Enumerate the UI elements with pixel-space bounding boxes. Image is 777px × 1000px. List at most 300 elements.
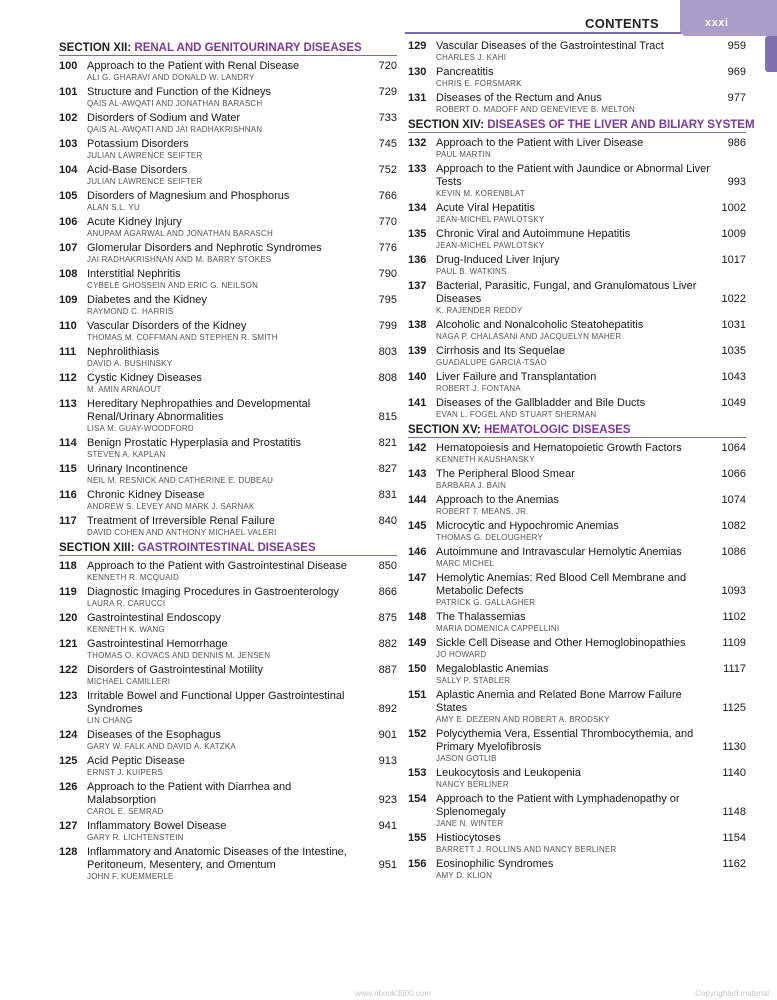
toc-entry[interactable] [59,437,397,460]
chapter-authors: GARY W. FALK AND DAVID A. KATZKA [87,742,236,751]
chapter-authors: AMY E. DEZERN AND ROBERT A. BRODSKY [436,715,610,724]
chapter-authors: MARIA DOMENICA CAPPELLINI [436,624,560,633]
toc-entry[interactable] [59,138,397,161]
toc-entry[interactable] [59,781,397,817]
chapter-title: Aplastic Anemia and Related Bone Marrow Failure States [436,689,682,714]
chapter-body [87,216,363,239]
chapter-page: 977 [727,92,746,104]
chapter-title: Leukocytosis and Leukopenia [436,767,581,779]
chapter-page: 1140 [722,767,746,779]
chapter-body [87,86,363,109]
chapter-authors: JULIAN LAWRENCE SEIFTER [87,177,203,186]
chapter-authors: JULIAN LAWRENCE SEIFTER [87,151,203,160]
chapter-body [436,202,712,225]
chapter-title: Sickle Cell Disease and Other Hemoglobinopathies [436,637,686,649]
chapter-number: 152 [408,728,427,740]
chapter-number: 124 [59,729,78,741]
toc-entry[interactable] [408,137,746,160]
chapter-authors: JEAN-MICHEL PAWLOTSKY [436,241,545,250]
toc-entry[interactable] [59,638,397,661]
chapter-number: 104 [59,164,78,176]
chapter-title: Histiocytoses [436,832,501,844]
toc-entry[interactable] [59,463,397,486]
chapter-number: 135 [408,228,427,240]
toc-entry[interactable] [59,320,397,343]
chapter-page: 1002 [721,202,746,214]
chapter-title: Cystic Kidney Diseases [87,372,202,384]
section-number: SECTION XII: [59,42,135,54]
chapter-body [87,138,363,161]
chapter-title: Disorders of Gastrointestinal Motility [87,664,264,676]
toc-entry[interactable] [59,190,397,213]
chapter-body [87,820,363,843]
chapter-page: 887 [378,664,397,676]
chapter-page: 1035 [721,345,746,357]
chapter-body [87,690,363,726]
chapter-number: 129 [408,40,427,52]
chapter-authors: ROBERT D. MADOFF AND GENEVIEVE B. MELTON [436,105,635,114]
chapter-number: 132 [408,137,427,149]
chapter-page: 1109 [722,637,746,649]
toc-entry[interactable] [59,515,397,538]
chapter-number: 125 [59,755,78,767]
chapter-body [87,242,363,265]
chapter-page: 1154 [722,832,746,844]
chapter-body [87,112,363,135]
chapter-authors: JASON GOTLIB [436,754,497,763]
chapter-body [436,92,712,115]
chapter-authors: JEAN-MICHEL PAWLOTSKY [436,215,545,224]
chapter-page: 729 [378,86,397,98]
chapter-authors: KENNETH KAUSHANSKY [436,455,535,464]
chapter-body [436,371,712,394]
toc-entry[interactable] [59,268,397,291]
chapter-title: Autoimmune and Intravascular Hemolytic Anemias [436,546,682,558]
chapter-body [436,319,712,342]
toc-entry[interactable] [59,755,397,778]
chapter-title: Bacterial, Parasitic, Fungal, and Granulomatous Liver Diseases [436,280,697,305]
chapter-authors: PAUL MARTIN [436,150,491,159]
chapter-page: 969 [727,66,746,78]
chapter-page: 986 [727,137,746,149]
chapter-body [87,268,363,291]
chapter-authors: LISA M. GUAY-WOODFORD [87,424,194,433]
toc-entry[interactable] [59,586,397,609]
toc-entry[interactable] [408,858,746,881]
toc-entry[interactable] [59,294,397,317]
chapter-page: 1049 [721,397,746,409]
chapter-authors: CYBELE GHOSSEIN AND ERIC G. NEILSON [87,281,259,290]
toc-entry[interactable] [408,228,746,251]
chapter-title: Nephrolithiasis [87,346,160,358]
chapter-page: 941 [378,820,397,832]
chapter-authors: MARC MICHEL [436,559,495,568]
chapter-number: 115 [59,463,77,475]
chapter-page: 882 [378,638,397,650]
chapter-body [436,832,712,855]
chapter-number: 108 [59,268,78,280]
toc-entry[interactable] [408,371,746,394]
toc-entry[interactable] [408,397,746,420]
toc-entry[interactable] [59,242,397,265]
chapter-body [87,164,363,187]
toc-entry[interactable] [408,468,746,491]
chapter-number: 107 [59,242,78,254]
chapter-number: 133 [408,163,427,175]
toc-entry[interactable] [59,60,397,83]
chapter-page: 959 [727,40,746,52]
chapter-title: Approach to the Anemias [436,494,559,506]
chapter-title: Inflammatory and Anatomic Diseases of the Intestine, Peritoneum, Mesentery, and Omentum [87,846,347,871]
chapter-body [87,781,363,817]
chapter-page: 951 [378,859,397,871]
chapter-body [87,190,363,213]
chapter-title: Approach to the Patient with Liver Disease [436,137,644,149]
toc-entry[interactable] [408,728,746,764]
chapter-authors: SALLY P. STABLER [436,676,511,685]
chapter-title: Acid Peptic Disease [87,755,185,767]
chapter-number: 120 [59,612,78,624]
chapter-number: 130 [408,66,427,78]
section-heading [59,542,397,556]
toc-entry[interactable] [59,216,397,239]
chapter-page: 1130 [722,741,746,753]
chapter-body [87,846,363,882]
chapter-number: 134 [408,202,427,214]
chapter-body [87,755,363,778]
section-heading [59,42,397,56]
chapter-authors: THOMAS M. COFFMAN AND STEPHEN R. SMITH [87,333,278,342]
toc-entry[interactable] [59,846,397,882]
chapter-title: Microcytic and Hypochromic Anemias [436,520,619,532]
chapter-body [436,637,712,660]
chapter-page: 815 [378,411,397,423]
chapter-body [87,372,363,395]
page-number: xxxi [705,17,729,29]
chapter-number: 118 [59,560,77,572]
chapter-authors: JO HOWARD [436,650,487,659]
chapter-number: 122 [59,664,78,676]
toc-entry[interactable] [408,494,746,517]
chapter-page: 733 [378,112,397,124]
chapter-title: Gastrointestinal Endoscopy [87,612,221,624]
page-number-tab [680,0,777,36]
chapter-authors: KENNETH R. MCQUAID [87,573,180,582]
chapter-authors: ROBERT T. MEANS, JR. [436,507,529,516]
chapter-title: Disorders of Sodium and Water [87,112,241,124]
chapter-title: Alcoholic and Nonalcoholic Steatohepatitis [436,319,644,331]
chapter-page: 1066 [721,468,746,480]
section-name: DISEASES OF THE LIVER AND BILIARY SYSTEM [487,119,755,131]
chapter-title: Gastrointestinal Hemorrhage [87,638,228,650]
toc-entry[interactable] [408,40,746,63]
chapter-title: Hemolytic Anemias: Red Blood Cell Membrane and Metabolic Defects [436,572,687,597]
chapter-number: 116 [59,489,77,501]
chapter-body [87,60,363,83]
toc-entry[interactable] [408,280,746,316]
chapter-page: 808 [378,372,397,384]
toc-entry[interactable] [408,442,746,465]
chapter-number: 102 [59,112,78,124]
chapter-body [87,515,363,538]
toc-entry[interactable] [408,637,746,660]
toc-entry[interactable] [59,690,397,726]
chapter-title: Inflammatory Bowel Disease [87,820,227,832]
chapter-authors: JAI RADHAKRISHNAN AND M. BARRY STOKES [87,255,272,264]
section-name: HEMATOLOGIC DISEASES [484,424,631,436]
chapter-number: 114 [59,437,77,449]
chapter-body [87,612,363,635]
chapter-authors: LIN CHANG [87,716,133,725]
chapter-number: 105 [59,190,78,202]
chapter-number: 137 [408,280,427,292]
toc-entry[interactable] [408,202,746,225]
chapter-page: 1093 [721,585,746,597]
chapter-number: 112 [59,372,77,384]
toc-entry[interactable] [59,372,397,395]
chapter-title: Chronic Viral and Autoimmune Hepatitis [436,228,631,240]
section-number: SECTION XIV: [408,119,488,131]
chapter-authors: ALAN S.L. YU [87,203,140,212]
toc-entry[interactable] [59,164,397,187]
chapter-body [87,664,363,687]
chapter-body [87,489,363,512]
chapter-page: 850 [378,560,397,572]
chapter-page: 875 [378,612,397,624]
chapter-title: Hematopoiesis and Hematopoietic Growth Factors [436,442,682,454]
toc-entry[interactable] [408,66,746,89]
toc-entry[interactable] [59,560,397,583]
chapter-title: Drug-Induced Liver Injury [436,254,560,266]
chapter-title: Structure and Function of the Kidneys [87,86,272,98]
toc-entry[interactable] [408,319,746,342]
toc-entry[interactable] [408,663,746,686]
chapter-number: 141 [408,397,427,409]
chapter-body [87,398,363,434]
chapter-authors: NEIL M. RESNICK AND CATHERINE E. DUBEAU [87,476,274,485]
chapter-title: Approach to the Patient with Lymphadenopathy or Splenomegaly [436,793,680,818]
chapter-number: 121 [59,638,78,650]
chapter-authors: BARRETT J. ROLLINS AND NANCY BERLINER [436,845,617,854]
chapter-page: 770 [378,216,397,228]
chapter-page: 1017 [721,254,746,266]
chapter-page: 720 [378,60,397,72]
chapter-body [436,663,712,686]
toc-entry[interactable] [59,729,397,752]
chapter-body [436,520,712,543]
chapter-number: 146 [408,546,427,558]
chapter-authors: JANE N. WINTER [436,819,504,828]
chapter-title: Liver Failure and Transplantation [436,371,597,383]
toc-entry[interactable] [408,689,746,725]
chapter-body [436,66,712,89]
chapter-authors: KEVIN M. KORENBLAT [436,189,525,198]
chapter-authors: AMY D. KLION [436,871,493,880]
chapter-authors: PAUL B. WATKINS [436,267,507,276]
chapter-title: Diagnostic Imaging Procedures in Gastroenterology [87,586,339,598]
chapter-body [87,437,363,460]
chapter-authors: ERNST J. KUIPERS [87,768,163,777]
chapter-number: 136 [408,254,427,266]
toc-entry[interactable] [59,612,397,635]
chapter-title: Disorders of Magnesium and Phosphorus [87,190,290,202]
toc-entry[interactable] [408,546,746,569]
thumb-index-tab [765,36,777,72]
chapter-body [87,638,363,661]
chapter-body [436,163,712,199]
chapter-number: 147 [408,572,427,584]
chapter-body [436,137,712,160]
chapter-page: 831 [378,489,397,501]
chapter-number: 148 [408,611,427,623]
chapter-page: 901 [378,729,397,741]
chapter-title: Cirrhosis and Its Sequelae [436,345,566,357]
chapter-number: 142 [408,442,427,454]
chapter-page: 803 [378,346,397,358]
chapter-body [436,40,712,63]
chapter-number: 126 [59,781,78,793]
chapter-number: 139 [408,345,427,357]
toc-entry[interactable] [59,112,397,135]
toc-entry[interactable] [59,664,397,687]
chapter-number: 144 [408,494,427,506]
chapter-title: Acid-Base Disorders [87,164,188,176]
chapter-number: 101 [59,86,78,98]
toc-entry[interactable] [408,345,746,368]
chapter-number: 103 [59,138,78,150]
toc-entry[interactable] [408,163,746,199]
chapter-page: 892 [378,703,397,715]
chapter-body [436,858,712,881]
section-heading [408,424,746,438]
toc-entry[interactable] [408,832,746,855]
chapter-page: 913 [378,755,397,767]
chapter-authors: QAIS AL-AWQATI AND JONATHAN BARASCH [87,99,263,108]
chapter-number: 117 [59,515,77,527]
toc-entry[interactable] [59,398,397,434]
section-name: RENAL AND GENITOURINARY DISEASES [134,42,362,54]
chapter-title: Acute Viral Hepatitis [436,202,535,214]
chapter-title: Acute Kidney Injury [87,216,182,228]
chapter-number: 154 [408,793,427,805]
chapter-page: 745 [378,138,397,150]
chapter-number: 149 [408,637,427,649]
chapter-number: 156 [408,858,427,870]
footer-watermark: www.ebook3000.com [355,989,432,998]
chapter-body [87,320,363,343]
chapter-title: Eosinophilic Syndromes [436,858,554,870]
chapter-number: 145 [408,520,427,532]
chapter-title: Polycythemia Vera, Essential Thrombocythemia, and Primary Myelofibrosis [436,728,694,753]
chapter-page: 766 [378,190,397,202]
toc-entry[interactable] [59,86,397,109]
chapter-number: 153 [408,767,427,779]
chapter-authors: ANDREW S. LEVEY AND MARK J. SARNAK [87,502,255,511]
chapter-authors: STEVEN A. KAPLAN [87,450,166,459]
chapter-page: 1031 [721,319,746,331]
toc-column-left [59,42,397,885]
chapter-authors: ANUPAM AGARWAL AND JONATHAN BARASCH [87,229,273,238]
chapter-body [436,397,712,420]
chapter-body [436,767,712,790]
chapter-title: Vascular Disorders of the Kidney [87,320,247,332]
toc-entry[interactable] [408,254,746,277]
toc-entry[interactable] [408,611,746,634]
section-heading [408,119,755,133]
toc-column-right [408,40,755,884]
chapter-body [436,728,712,764]
chapter-body [436,793,712,829]
chapter-authors: M. AMIN ARNAOUT [87,385,162,394]
chapter-page: 827 [378,463,397,475]
chapter-body [436,689,712,725]
toc-entry[interactable] [408,572,746,608]
chapter-authors: NANCY BERLINER [436,780,509,789]
chapter-number: 109 [59,294,78,306]
chapter-page: 840 [378,515,397,527]
chapter-authors: CAROL E. SEMRAD [87,807,164,816]
footer-copyright: Copyrighted material [695,989,769,998]
chapter-page: 866 [378,586,397,598]
chapter-title: The Peripheral Blood Smear [436,468,575,480]
chapter-body [436,345,712,368]
toc-entry[interactable] [408,520,746,543]
chapter-title: The Thalassemias [436,611,526,623]
chapter-title: Megaloblastic Anemias [436,663,549,675]
chapter-number: 155 [408,832,427,844]
page-title: CONTENTS [585,16,659,31]
chapter-number: 151 [408,689,427,701]
chapter-page: 1086 [721,546,746,558]
chapter-body [436,228,712,251]
chapter-number: 143 [408,468,427,480]
chapter-authors: ROBERT J. FONTANA [436,384,521,393]
chapter-title: Glomerular Disorders and Nephrotic Syndromes [87,242,322,254]
toc-entry[interactable] [408,767,746,790]
chapter-body [87,463,363,486]
chapter-page: 1009 [721,228,746,240]
chapter-title: Diseases of the Rectum and Anus [436,92,602,104]
chapter-title: Approach to the Patient with Renal Disease [87,60,300,72]
chapter-title: Irritable Bowel and Functional Upper Gastrointestinal Syndromes [87,690,345,715]
toc-entry[interactable] [59,820,397,843]
chapter-title: Treatment of Irreversible Renal Failure [87,515,275,527]
chapter-title: Approach to the Patient with Gastrointestinal Disease [87,560,347,572]
chapter-page: 1043 [721,371,746,383]
chapter-authors: DAVID A. BUSHINSKY [87,359,173,368]
chapter-page: 1148 [722,806,746,818]
toc-entry[interactable] [59,489,397,512]
chapter-number: 150 [408,663,427,675]
chapter-number: 127 [59,820,78,832]
chapter-page: 1082 [721,520,746,532]
chapter-title: Approach to the Patient with Jaundice or Abnormal Liver Tests [436,163,710,188]
chapter-title: Interstitial Nephritis [87,268,181,280]
toc-entry[interactable] [408,793,746,829]
chapter-page: 795 [378,294,397,306]
chapter-title: Hereditary Nephropathies and Developmental Renal/Urinary Abnormalities [87,398,311,423]
toc-entry[interactable] [59,346,397,369]
chapter-page: 1162 [722,858,746,870]
chapter-number: 138 [408,319,427,331]
chapter-body [436,442,712,465]
toc-entry[interactable] [408,92,746,115]
chapter-authors: JOHN F. KUEMMERLE [87,872,174,881]
chapter-page: 923 [378,794,397,806]
chapter-page: 776 [378,242,397,254]
chapter-number: 128 [59,846,78,858]
chapter-number: 140 [408,371,427,383]
